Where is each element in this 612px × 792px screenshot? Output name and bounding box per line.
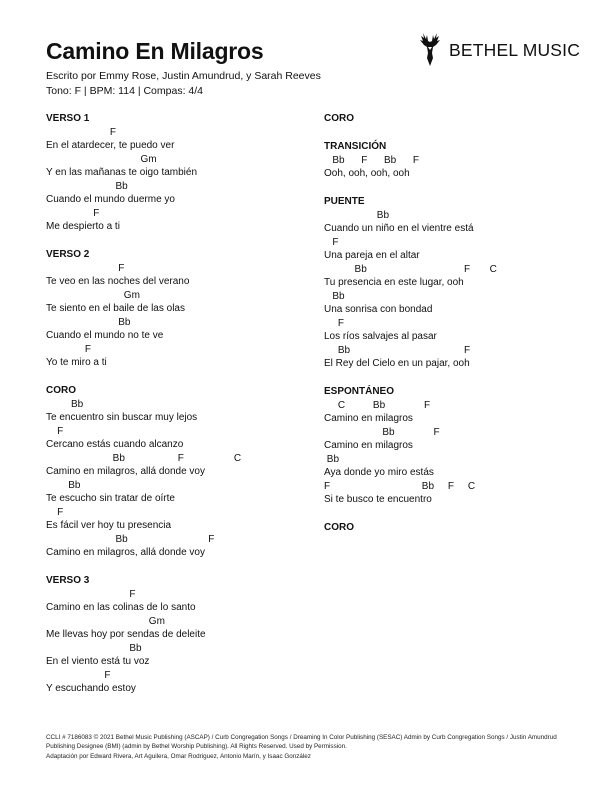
footer (46, 733, 566, 761)
section-title: PUENTE (324, 196, 365, 207)
chord-line: Bb F (46, 533, 215, 545)
chord-line: Bb F C (324, 263, 497, 275)
section-title: VERSO 1 (46, 113, 90, 124)
lyric-line: Una sonrisa con bondad (324, 304, 433, 315)
chord-line: Bb (324, 453, 340, 465)
bethel-music-logo (419, 30, 580, 70)
lyric-line: Camino en milagros (324, 413, 413, 424)
chord-line: Bb (324, 290, 345, 302)
lyric-line: El Rey del Cielo en un pajar, ooh (324, 358, 470, 369)
song-section (324, 521, 594, 535)
lyric-line: Te veo en las noches del verano (46, 276, 190, 287)
section-title: CORO (324, 522, 354, 533)
lyric-line: Yo te miro a ti (46, 357, 107, 368)
lyric-line: Es fácil ver hoy tu presencia (46, 520, 172, 531)
lyric-line: Te siento en el baile de las olas (46, 303, 185, 314)
lyric-line: Camino en las colinas de lo santo (46, 602, 196, 613)
chord-line: Bb F C (46, 452, 242, 464)
chord-line: Bb (46, 180, 128, 192)
section-title: CORO (46, 385, 76, 396)
lyric-line: Tu presencia en este lugar, ooh (324, 277, 464, 288)
lyric-line: Una pareja en el altar (324, 250, 420, 261)
section-title: CORO (324, 113, 354, 124)
chord-line: Bb F Bb F (324, 154, 420, 166)
song-section (46, 248, 316, 370)
section-title: VERSO 3 (46, 575, 90, 586)
left-column (46, 112, 316, 710)
chord-line: F (46, 207, 100, 219)
chord-line: Bb (46, 479, 81, 491)
lyric-line: Te escucho sin tratar de oírte (46, 493, 175, 504)
right-column (324, 112, 594, 549)
chord-line: F (46, 425, 64, 437)
chord-line: Bb F (324, 426, 440, 438)
chord-line: Bb F (324, 344, 471, 356)
section-title: TRANSICIÓN (324, 141, 387, 152)
chord-line: Bb (324, 209, 390, 221)
section-title: VERSO 2 (46, 249, 90, 260)
lyric-line: Los ríos salvajes al pasar (324, 331, 437, 342)
lyric-line: Te encuentro sin buscar muy lejos (46, 412, 198, 423)
lyric-line: Y escuchando estoy (46, 683, 136, 694)
lyric-line: Me llevas hoy por sendas de deleite (46, 629, 206, 640)
chord-line: F (46, 506, 64, 518)
lyric-line: Cuando el mundo duerme yo (46, 194, 175, 205)
lyric-line: Y en las mañanas te oigo también (46, 167, 198, 178)
lyric-line: Aya donde yo miro estás (324, 467, 434, 478)
logo-text: BETHEL MUSIC (449, 39, 581, 60)
chord-line: Gm (46, 615, 165, 627)
chord-line: Bb (46, 316, 131, 328)
lyric-line: Camino en milagros, allá donde voy (46, 466, 205, 477)
song-section (324, 385, 594, 507)
chord-line: Bb (46, 642, 142, 654)
song-credits: Escrito por Emmy Rose, Justin Amundrud, y Sarah Reeves (46, 70, 321, 82)
song-title: Camino En Milagros (46, 38, 264, 64)
lyric-line: Me despierto a ti (46, 221, 120, 232)
chord-line: Gm (46, 153, 157, 165)
deer-head-icon (419, 32, 441, 68)
song-section (46, 384, 316, 560)
song-section (324, 140, 594, 181)
adaptation-credits: Adaptación por Edward Rivera, Art Aguilera, Omar Rodriguez, Antonio Marín, y Isaac González (46, 752, 311, 760)
chord-line: F (46, 588, 136, 600)
chord-line: Gm (46, 289, 140, 301)
lyric-line: Ooh, ooh, ooh, ooh (324, 168, 410, 179)
chord-line: F (46, 343, 92, 355)
section-title: ESPONTÁNEO (324, 386, 395, 397)
chord-line: F (46, 126, 117, 138)
song-section (324, 195, 594, 371)
song-section (46, 574, 316, 696)
lyric-line: Cuando un niño en el vientre está (324, 223, 474, 234)
chord-line: F (46, 262, 125, 274)
lyric-line: En el viento está tu voz (46, 656, 150, 667)
lyric-line: Camino en milagros (324, 440, 413, 451)
lyric-line: Camino en milagros, allá donde voy (46, 547, 205, 558)
chord-line: F (46, 669, 111, 681)
song-info: Tono: F | BPM: 114 | Compas: 4/4 (46, 85, 203, 97)
song-section (46, 112, 316, 234)
chord-line: F (324, 236, 339, 248)
chord-line: Bb (46, 398, 84, 410)
lyric-line: Cercano estás cuando alcanzo (46, 439, 184, 450)
lyric-line: Cuando el mundo no te ve (46, 330, 164, 341)
chord-line: F Bb F C (324, 480, 476, 492)
copyright-notice: CCLI # 7186083 © 2021 Bethel Music Publishing (ASCAP) / Curb Congregation Songs / Dreaming In Color Publishing (SESAC) Admin by Curb Congregation Songs / Justin Amundrud Publishing Designee (BMI) (admin by Bethel Worship Publishing). All Rights Reserved. Used by Permission. (46, 734, 557, 751)
lyric-line: En el atardecer, te puedo ver (46, 140, 175, 151)
chord-line: F (324, 317, 344, 329)
song-section (324, 112, 594, 126)
chord-line: C Bb F (324, 399, 431, 411)
lyric-line: Si te busco te encuentro (324, 494, 432, 505)
